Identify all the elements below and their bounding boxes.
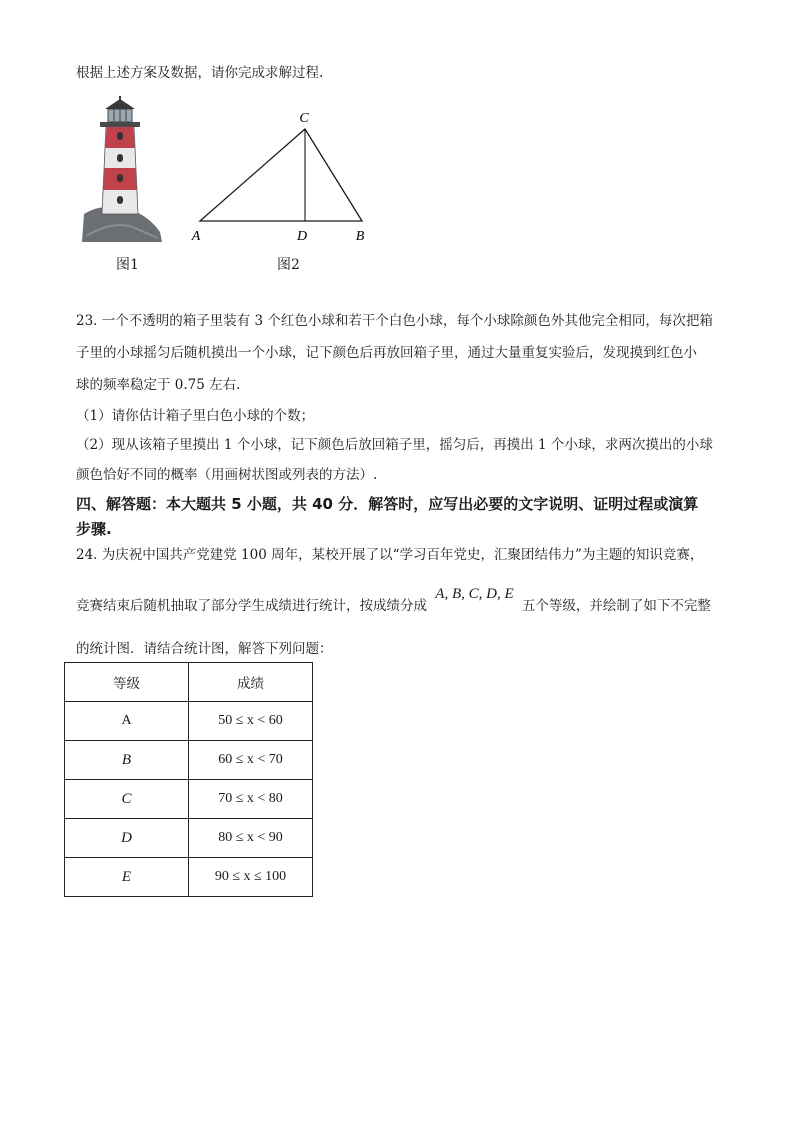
figure1-caption: 图1 xyxy=(116,257,139,273)
q23-line2: 子里的小球摇匀后随机摸出一个小球，记下颜色后再放回箱子里，通过大量重复实验后，发现摸到红色小 xyxy=(76,345,697,361)
section4-heading-line1: 四、解答题：本大题共 5 小题，共 40 分．解答时，应写出必要的文字说明、证明过程或演算 xyxy=(76,495,699,513)
q24-grades-math: A, B, C, D, E xyxy=(435,586,514,602)
label-c: C xyxy=(299,111,309,126)
grade-cell: B xyxy=(65,741,189,780)
range-cell: 50 ≤ x < 60 xyxy=(189,702,313,741)
lighthouse-illustration xyxy=(80,96,165,244)
q24-line2 xyxy=(76,586,711,615)
q23-part2-line2: 颜色恰好不同的概率（用画树状图或列表的方法）. xyxy=(76,467,378,483)
table-row xyxy=(65,858,313,897)
table-row xyxy=(65,780,313,819)
range-cell: 60 ≤ x < 70 xyxy=(189,741,313,780)
range-cell: 80 ≤ x < 90 xyxy=(189,819,313,858)
header-grade: 等级 xyxy=(65,663,189,702)
grade-cell: E xyxy=(65,858,189,897)
table-row xyxy=(65,819,313,858)
triangle-diagram xyxy=(180,104,380,244)
grade-cell: C xyxy=(65,780,189,819)
label-b: B xyxy=(355,229,365,244)
figure2-caption: 图2 xyxy=(277,257,300,273)
q24-line2-after: 五个等级，并绘制了如下不完整 xyxy=(521,598,711,614)
grade-cell: A xyxy=(65,702,189,741)
table-row xyxy=(65,702,313,741)
grade-table xyxy=(64,662,313,897)
range-cell: 90 ≤ x ≤ 100 xyxy=(189,858,313,897)
section4-heading-line2: 步骤. xyxy=(76,520,112,538)
intro-line: 根据上述方案及数据，请你完成求解过程. xyxy=(76,65,324,81)
range-cell: 70 ≤ x < 80 xyxy=(189,780,313,819)
q24-line1: 24. 为庆祝中国共产党建党 100 周年，某校开展了以“学习百年党史，汇聚团结伟力”为主题的知识竞赛， xyxy=(76,547,704,563)
q23-part1: （1）请你估计箱子里白色小球的个数； xyxy=(76,408,315,424)
q24-line2-before: 竞赛结束后随机抽取了部分学生成绩进行统计，按成绩分成 xyxy=(76,598,427,614)
label-a: A xyxy=(191,229,201,244)
label-d: D xyxy=(296,229,308,244)
header-score: 成绩 xyxy=(189,663,313,702)
grade-cell: D xyxy=(65,819,189,858)
q23-line3: 球的频率稳定于 0.75 左右. xyxy=(76,377,241,393)
q23-line1: 23. 一个不透明的箱子里装有 3 个红色小球和若干个白色小球，每个小球除颜色外其他完全相同，每次把箱 xyxy=(76,313,713,329)
table-row xyxy=(65,741,313,780)
q24-line3: 的统计图．请结合统计图，解答下列问题： xyxy=(76,641,333,657)
q23-part2-line1: （2）现从该箱子里摸出 1 个小球，记下颜色后放回箱子里，摇匀后，再摸出 1 个小球，求两次摸出的小球 xyxy=(76,437,713,453)
grade-table-header xyxy=(65,663,313,702)
